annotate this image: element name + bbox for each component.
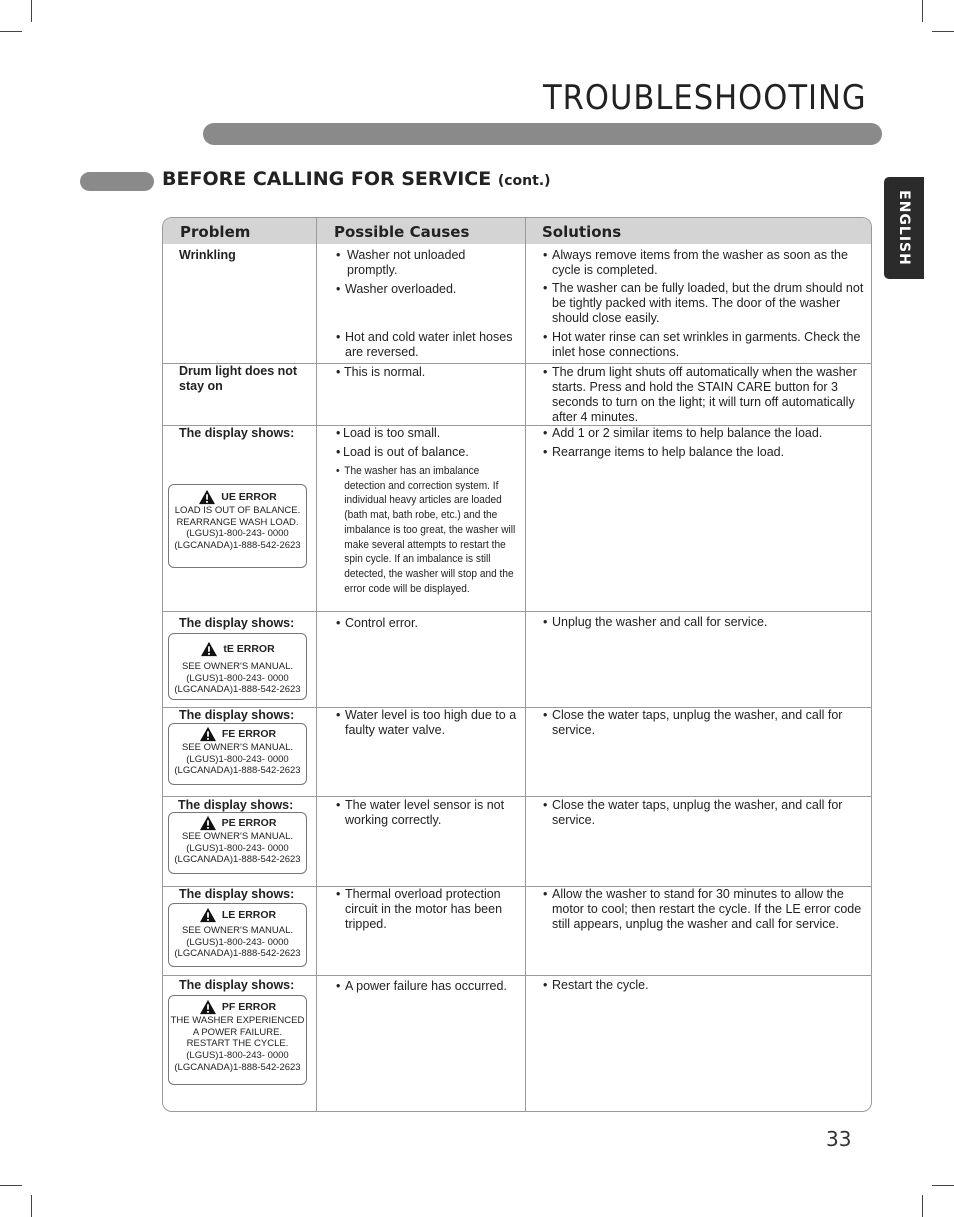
display-line: (LGUS)1-800-243- 0000 [186,528,289,540]
cause-item: • Load is too small. [336,426,441,440]
solution-item: • Allow the washer to stand for 30 minutes to allow the motor to cool; then restart the cycle. If the LE error code still appears, unplug the washer and call for service. [543,887,862,931]
crop-mark [922,0,923,22]
cause-item: • Control error. [336,616,418,630]
problem-display-shows: The display shows: [179,978,295,992]
display-line: (LGUS)1-800-243- 0000 [186,842,289,854]
crop-mark [31,0,32,22]
solution-item: • Close the water taps, unplug the washer, and call for service. [543,708,843,737]
display-line: (LGUS)1-800-243- 0000 [186,753,289,765]
display-header [169,641,306,657]
display-line: (LGCANADA)1-888-542-2623 [174,948,301,960]
row-divider [163,796,871,797]
table-header [163,218,871,244]
display-line: (LGUS)1-800-243- 0000 [186,936,289,948]
error-display-ue [168,484,307,568]
crop-mark [0,31,22,32]
crop-mark [932,1185,954,1186]
display-line: SEE OWNER'S MANUAL. [181,742,294,753]
display-line: LOAD IS OUT OF BALANCE. [174,505,301,516]
cause-item: • Load is out of balance. [336,445,469,459]
row-divider [163,611,871,612]
error-display-fe [168,723,307,785]
display-line: (LGCANADA)1-888-542-2623 [174,684,301,696]
section-title [162,168,551,190]
solution-item: • Add 1 or 2 similar items to help balance the load. [543,426,823,440]
warning-icon [199,907,217,923]
display-line: RESTART THE CYCLE. [186,1038,289,1050]
display-line: (LGUS)1-800-243- 0000 [186,672,289,684]
cause-item: • This is normal. [336,365,426,379]
problem-display-shows: The display shows: [178,798,294,812]
display-line: (LGCANADA)1-888-542-2623 [174,1061,301,1073]
language-tab-label: ENGLISH [896,190,912,266]
solution-item: • Unplug the washer and call for service. [543,615,768,629]
cause-item: • The water level sensor is not working correctly. [336,798,505,827]
cause-item: • Hot and cold water inlet hoses are reversed. [336,330,513,359]
error-display-te [168,633,307,700]
section-title-text: BEFORE CALLING FOR SERVICE [162,168,492,190]
warning-icon [198,489,216,505]
error-code: PF ERROR [221,1000,277,1013]
problem-display-shows: The display shows: [179,426,295,440]
troubleshooting-table [162,217,872,1112]
solution-item: • The washer can be fully loaded, but the drum should not be tightly packed with items. The door of the washer should close easily. [543,281,864,325]
solution-item: • The drum light shuts off automatically when the washer starts. Press and hold the STAIN CARE button for 3 seconds to turn on the light; it will turn off automatically after 4 minutes. [543,365,857,424]
warning-icon [199,815,217,831]
error-code: tE ERROR [223,642,275,655]
problem-display-shows: The display shows: [179,887,295,901]
display-line: SEE OWNER'S MANUAL. [181,661,294,672]
warning-icon [199,999,217,1015]
error-code: UE ERROR [221,490,277,503]
solution-item: • Close the water taps, unplug the washer, and call for service. [543,798,843,827]
row-divider [163,975,871,976]
page-number: 33 [826,1127,852,1151]
display-header [169,489,306,505]
problem-drum-light: Drum light does not stay on [179,364,298,393]
display-line: REARRANGE WASH LOAD. [176,516,299,528]
display-header [169,726,306,742]
column-divider [525,218,526,1111]
problem-wrinkling: Wrinkling [179,248,236,262]
display-line: SEE OWNER'S MANUAL. [181,925,294,936]
crop-mark [0,1185,22,1186]
cause-item: • Washer overloaded. [336,282,457,296]
error-code: LE ERROR [221,908,277,921]
crop-mark [31,1195,32,1217]
cause-item: • Thermal overload protection circuit in the motor has been tripped. [336,887,503,931]
column-header-solutions: Solutions [542,223,622,241]
warning-icon [199,726,217,742]
display-line: THE WASHER EXPERIENCED [170,1015,305,1026]
solution-item: • Hot water rinse can set wrinkles in garments. Check the inlet hose connections. [543,330,861,359]
display-header [169,999,306,1015]
solution-item: • Restart the cycle. [543,978,649,992]
column-divider [316,218,317,1111]
crop-mark [922,1195,923,1217]
cause-item: • Water level is too high due to a faulty water valve. [336,708,517,737]
cause-item: • Washer not unloaded promptly. [336,248,466,277]
display-line: (LGCANADA)1-888-542-2623 [174,765,301,777]
problem-display-shows: The display shows: [179,708,295,722]
error-display-pf [168,995,307,1085]
display-line: (LGCANADA)1-888-542-2623 [174,854,301,866]
problem-display-shows: The display shows: [179,616,295,630]
section-pill [80,172,154,191]
display-line: (LGUS)1-800-243- 0000 [186,1050,289,1062]
title-bar [203,123,882,145]
section-title-cont: (cont.) [497,173,551,189]
display-line: (LGCANADA)1-888-542-2623 [174,540,301,552]
page-title: TROUBLESHOOTING [543,78,867,118]
error-display-le [168,903,307,967]
cause-item: • A power failure has occurred. [336,979,507,993]
display-line: A POWER FAILURE. [192,1026,283,1038]
error-code: FE ERROR [221,727,277,740]
language-tab [884,177,924,279]
solution-item: • Always remove items from the washer as soon as the cycle is completed. [543,248,848,277]
display-header [169,815,306,831]
error-code: PE ERROR [221,816,277,829]
column-header-causes: Possible Causes [334,223,470,241]
solution-item: • Rearrange items to help balance the load. [543,445,785,459]
column-header-problem: Problem [180,223,251,241]
warning-icon [200,641,218,657]
display-header [169,907,306,923]
error-display-pe [168,812,307,874]
cause-item: • The washer has an imbalance detection and correction system. If individual heavy articles are loaded (bath mat, bath robe, etc.) and the imbalance is too great, the washer will make several attempts to restart the spin cycle. If an imbalance is still detected, the washer will stop and the error code will be displayed. [336,465,516,595]
display-line: SEE OWNER'S MANUAL. [181,831,294,842]
crop-mark [932,31,954,32]
